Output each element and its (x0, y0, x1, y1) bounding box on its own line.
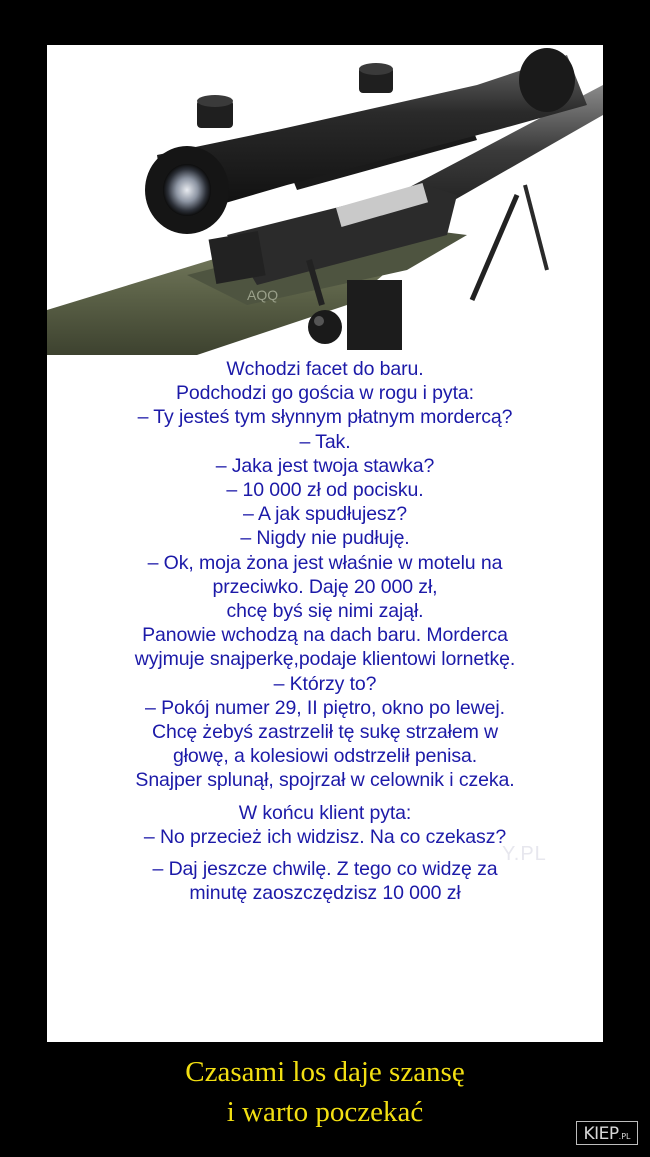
joke-text (47, 357, 603, 905)
story-line: głowę, a kolesiowi odstrzelił penisa. (172, 745, 478, 768)
story-line: – Ok, moja żona jest właśnie w motelu na (147, 551, 503, 574)
scope-lens (163, 164, 211, 216)
story-line: – Daj jeszcze chwilę. Z tego co widzę za (152, 858, 498, 881)
story-line: minutę zaoszczędzisz 10 000 zł (189, 882, 461, 905)
rifle-photo (47, 45, 603, 355)
caption-line-1: Czasami los daje szansę (185, 1056, 465, 1088)
story-line: – No przecież ich widzisz. Na co czekasz? (143, 825, 507, 848)
magazine (347, 280, 402, 350)
story-line: – A jak spudłujesz? (243, 503, 407, 526)
photo-watermark: AQQ (247, 287, 279, 303)
demotivator-caption (0, 1052, 650, 1132)
site-watermark: Y.PL (502, 843, 547, 865)
story-line: – Pokój numer 29, II piętro, okno po lewej. (145, 696, 505, 719)
logo-suffix: .PL (618, 1132, 631, 1141)
story-line: Snajper splunął, spojrzał w celownik i czeka. (135, 769, 515, 792)
story-line: – 10 000 zł od pocisku. (226, 479, 424, 502)
story-line: Chcę żebyś zastrzelił tę sukę strzałem w (151, 721, 499, 744)
story-line: Podchodzi go gościa w rogu i pyta: (176, 382, 474, 405)
story-line: – Którzy to? (273, 672, 377, 695)
story-line: przeciwko. Daję 20 000 zł, (212, 575, 438, 598)
story-line: Panowie wchodzą na dach baru. Morderca (142, 624, 508, 647)
meme-panel (47, 45, 603, 1042)
caption-line-2: i warto poczekać (226, 1096, 424, 1128)
logo-main: KIEP (583, 1124, 619, 1144)
story-line: – Jaka jest twoja stawka? (215, 454, 435, 477)
story-line: wyjmuje snajperkę,podaje klientowi lornetkę. (134, 648, 516, 671)
kiep-logo[interactable] (576, 1121, 638, 1145)
story-line: Wchodzi facet do baru. (226, 358, 424, 380)
story-line: – Nigdy nie pudłuję. (240, 527, 410, 550)
story-line: chcę byś się nimi zajął. (226, 600, 424, 623)
bolt-knob (308, 310, 342, 344)
story-line: – Tak. (299, 430, 351, 453)
story-line: W końcu klient pyta: (238, 801, 412, 824)
story-line: – Ty jesteś tym słynnym płatnym mordercą? (137, 406, 513, 429)
